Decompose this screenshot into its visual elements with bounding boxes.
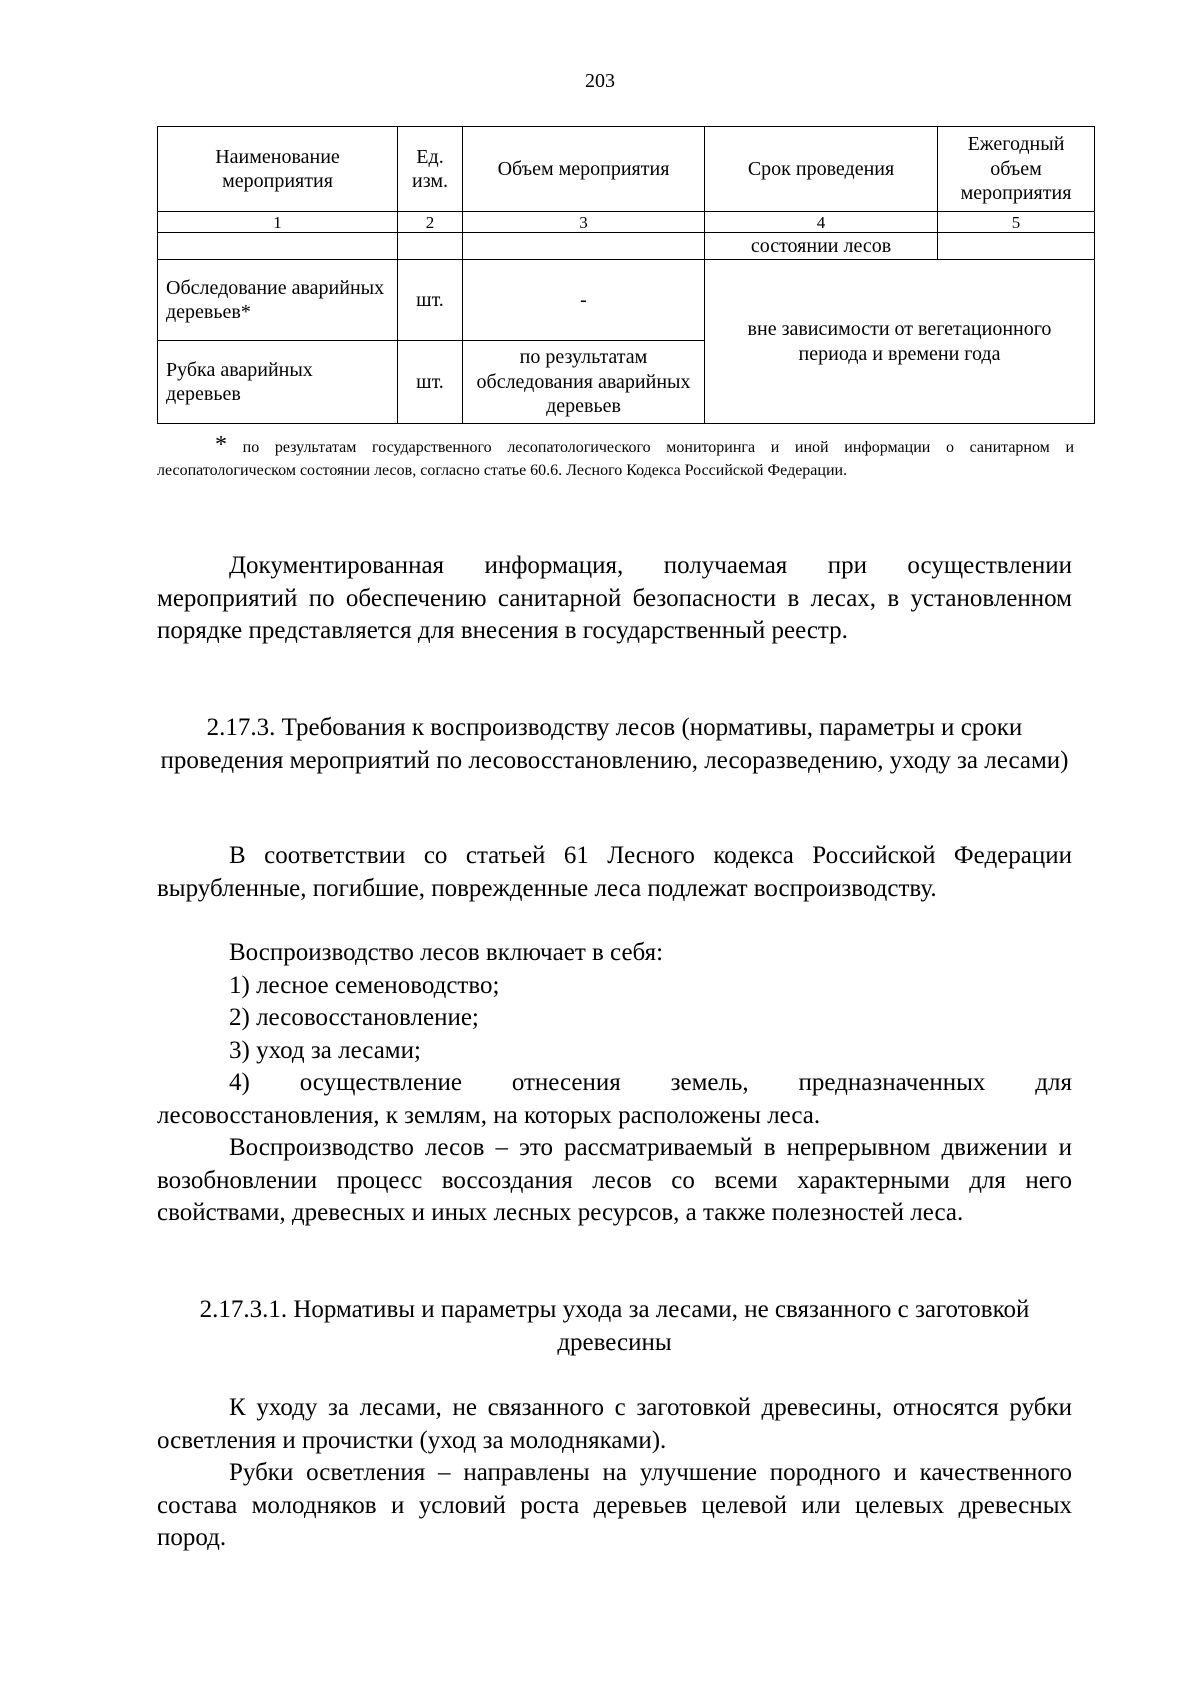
header-volume: Объем мероприятия (463, 127, 705, 212)
list-item: 2) лесовосстановление; (229, 1004, 479, 1031)
paragraph-definition: Воспроизводство лесов – это рассматриваемый в непрерывном движении и возобновлении процесс воссоздания лесов со всеми характерными для него свойствами, древесных и иных лесных ресурсов, а также полезностей леса. (157, 1134, 1072, 1226)
row-unit: шт. (398, 341, 463, 424)
row-name: Рубка аварийных деревьев (158, 341, 398, 424)
shared-period-cell: вне зависимости от вегетационного периода и времени года (705, 260, 1095, 424)
list-item: 4) осуществление отнесения земель, предназначенных для лесовосстановления, к землям, на которых расположены леса. (157, 1069, 1072, 1129)
column-number: 1 (158, 212, 398, 233)
row-name: Обследование аварийных деревьев* (158, 260, 398, 341)
header-annual-volume: Ежегодный объем мероприятия (938, 127, 1095, 212)
measures-table (157, 126, 1095, 424)
header-period: Срок проведения (705, 127, 938, 212)
paragraph-article-61: В соответствии со статьей 61 Лесного кодекса Российской Федерации вырубленные, погибшие, поврежденные леса подлежат воспроизводству. (157, 842, 1072, 902)
list-item: 3) уход за лесами; (229, 1037, 421, 1064)
page-number: 203 (585, 70, 615, 92)
column-number: 5 (938, 212, 1095, 233)
header-unit: Ед. изм. (398, 127, 463, 212)
header-name: Наименование мероприятия (158, 127, 398, 212)
footnote-star: * (215, 432, 227, 458)
row-volume: по результатам обследования аварийных деревьев (463, 341, 705, 424)
column-number: 4 (705, 212, 938, 233)
table-footnote (157, 432, 1075, 482)
paragraph-registry: Документированная информация, получаемая при осуществлении мероприятий по обеспечению санитарной безопасности в лесах, в установленном порядке представляется для внесения в государственный реестр. (157, 552, 1072, 644)
table-row (158, 260, 1095, 341)
footnote-text: по результатам государственного лесопатологического мониторинга и иной информации о санитарном и лесопатологическом состоянии лесов, согласно статье 60.6. Лесного Кодекса Российской Федерации. (157, 439, 1075, 480)
row-volume: - (463, 260, 705, 341)
table-header-row (158, 127, 1095, 212)
section-heading-2-17-3: 2.17.3. Требования к воспроизводству лесов (нормативы, параметры и сроки проведения мероприятий по лесовосстановлению, лесоразведению, уходу за лесами) (160, 714, 1069, 774)
column-number: 2 (398, 212, 463, 233)
continuation-cell: состоянии лесов (705, 233, 938, 260)
section-heading-2-17-3-1: 2.17.3.1. Нормативы и параметры ухода за лесами, не связанного с заготовкой древесины (199, 1296, 1030, 1356)
row-unit: шт. (398, 260, 463, 341)
list-item: 1) лесное семеноводство; (229, 972, 500, 999)
paragraph-care: К уходу за лесами, не связанного с заготовкой древесины, относятся рубки осветления и прочистки (уход за молодняками). (157, 1394, 1072, 1454)
table-row-continuation (158, 233, 1095, 260)
reproduction-intro: Воспроизводство лесов включает в себя: (229, 939, 664, 966)
paragraph-lightening: Рубки осветления – направлены на улучшение породного и качественного состава молодняков и условий роста деревьев целевой или целевых древесных пород. (157, 1459, 1072, 1551)
column-number: 3 (463, 212, 705, 233)
column-number-row (158, 212, 1095, 233)
